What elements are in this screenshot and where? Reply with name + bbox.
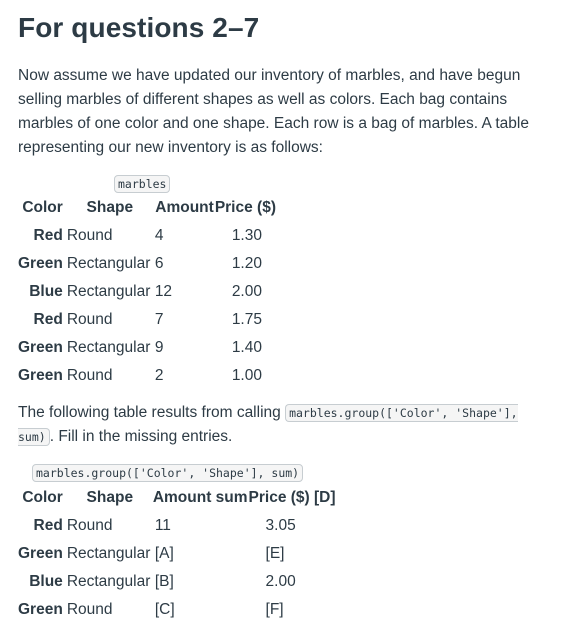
amount-cell: 7 <box>154 311 164 328</box>
column-header: Price ($) [D] <box>248 489 336 506</box>
amount-cell: 2 <box>154 367 164 384</box>
color-cell: Green <box>18 339 63 356</box>
intro-paragraph: Now assume we have updated our inventory of marbles, and have begun selling marbles of different shapes as well as colors. Each bag contains marbles of one color and one shape. Each row is a bag of marbles. A table representing our new inventory is as follows: <box>18 67 529 156</box>
amount-cell: 6 <box>154 255 164 272</box>
table2-caption-code: marbles.group(['Color', 'Shape'], sum) <box>32 464 303 482</box>
table-row <box>18 306 292 334</box>
shape-cell: Round <box>66 601 113 618</box>
table1-caption <box>114 175 170 193</box>
table-header-row <box>18 194 292 222</box>
table2-caption <box>32 464 303 482</box>
amount-cell: 9 <box>154 339 164 356</box>
color-cell: Green <box>18 545 63 562</box>
table-row <box>18 222 292 250</box>
price-cell: 1.00 <box>231 367 262 384</box>
table-row <box>18 568 358 596</box>
column-header: Shape <box>86 489 134 506</box>
shape-cell: Rectangular <box>66 545 151 562</box>
followup-paragraph <box>18 401 548 449</box>
followup-text-after: . Fill in the missing entries. <box>49 428 233 445</box>
color-cell: Green <box>18 255 63 272</box>
grouped-table <box>18 484 358 624</box>
color-cell: Red <box>33 227 63 244</box>
table-row <box>18 362 292 390</box>
price-sum-cell: [E] <box>265 545 285 562</box>
column-header: Price ($) <box>214 199 276 216</box>
shape-cell: Rectangular <box>66 573 151 590</box>
shape-cell: Rectangular <box>66 339 151 356</box>
column-header: Color <box>22 489 63 506</box>
color-cell: Blue <box>29 573 63 590</box>
price-sum-cell: 3.05 <box>265 517 296 534</box>
shape-cell: Rectangular <box>66 255 151 272</box>
followup-text-before: The following table results from calling <box>18 404 286 421</box>
table-row <box>18 278 292 306</box>
amount-sum-cell: [C] <box>154 601 175 618</box>
price-sum-cell: 2.00 <box>265 573 296 590</box>
amount-sum-cell: [B] <box>154 573 174 590</box>
color-cell: Red <box>33 311 63 328</box>
price-cell: 1.20 <box>231 255 262 272</box>
followup-code: marbles.group(['Color', 'Shape'], sum) <box>18 406 518 444</box>
price-cell: 1.75 <box>231 311 262 328</box>
shape-cell: Round <box>66 367 113 384</box>
color-cell: Blue <box>29 283 63 300</box>
table-header-row <box>18 484 358 512</box>
shape-cell: Rectangular <box>66 283 151 300</box>
table-row <box>18 540 358 568</box>
amount-cell: 12 <box>154 283 173 300</box>
color-cell: Red <box>33 517 63 534</box>
shape-cell: Round <box>66 517 113 534</box>
price-cell: 1.30 <box>231 227 262 244</box>
amount-sum-cell: [A] <box>154 545 174 562</box>
table-row <box>18 334 292 362</box>
column-header: Shape <box>86 199 134 216</box>
amount-sum-cell: 11 <box>154 517 171 534</box>
table-row <box>18 512 358 540</box>
color-cell: Green <box>18 601 63 618</box>
column-header: Color <box>22 199 63 216</box>
shape-cell: Round <box>66 311 113 328</box>
shape-cell: Round <box>66 227 113 244</box>
table1-caption-code: marbles <box>114 175 170 193</box>
marbles-table <box>18 194 292 390</box>
page-heading: For questions 2–7 <box>18 12 260 43</box>
price-cell: 2.00 <box>231 283 262 300</box>
table-row <box>18 250 292 278</box>
color-cell: Green <box>18 367 63 384</box>
price-cell: 1.40 <box>231 339 262 356</box>
amount-cell: 4 <box>154 227 164 244</box>
column-header: Amount <box>155 199 214 216</box>
column-header: Amount sum <box>152 489 248 506</box>
table-row <box>18 596 358 624</box>
price-sum-cell: [F] <box>265 601 284 618</box>
